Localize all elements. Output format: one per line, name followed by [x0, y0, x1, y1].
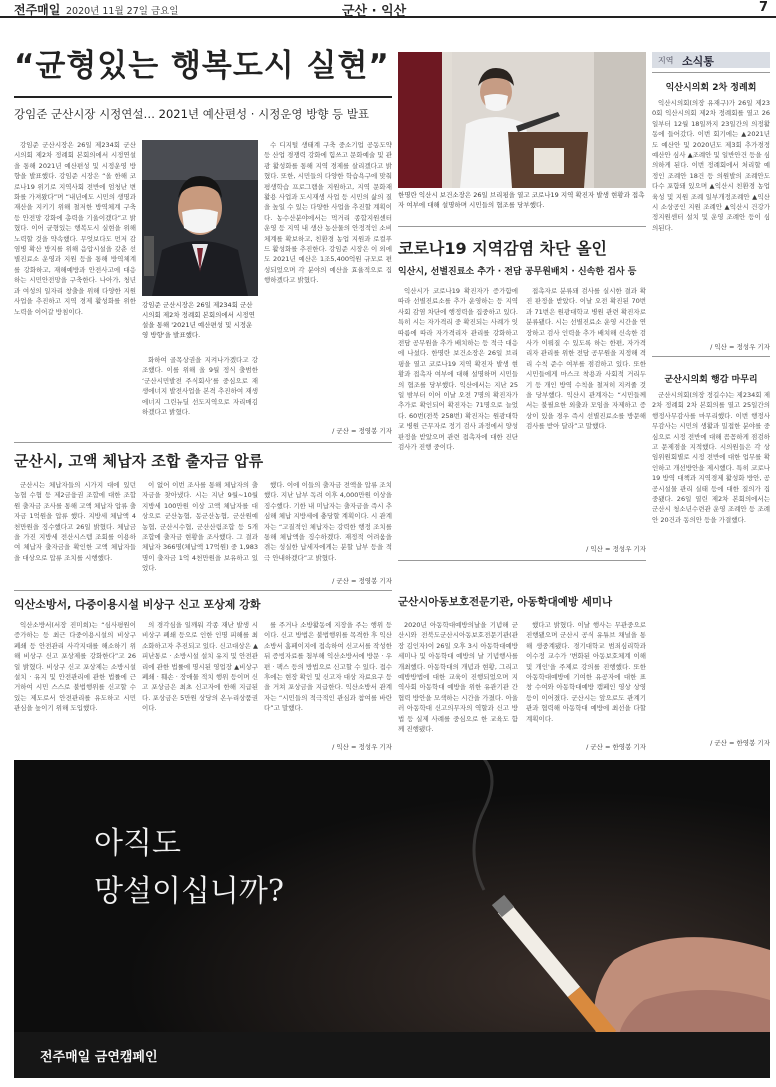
headline-rule — [14, 96, 392, 98]
tax-column-3 — [264, 480, 392, 574]
lead-text-2: 수 디지털 생태계 구축 중소기업 공동도약 등 산업 경쟁력 강화에 힘쓰고 문화예술 및 관광 활성화를 통해 지역 경제를 살리겠다고 밝혔다. 또한, 시민들의 다양한 학습욕구에 맞춰 평생학습 프로그램을 지원하고, 지역 문화재 활용 사업과 도시재생 사업 등 시민의 삶의 질을 높일 수 있는 다양한 사업을 추진할 계획이다. 농수산분야에서는 먹거리 종합지원센터 운영 등 지역 내 생산 농산물의 안정적인 소비체계를 확보하고, 친환경 농업 지원과 로컬푸드 활성화를 추진한다. 강임준 시장은 이 외에도 2021년 예산은 1조5,400억원 규모로 편성되었으며 각 분야의 예산을 효율적으로 집행하겠다고 밝혔다. — [264, 141, 392, 285]
fire-column-3 — [264, 620, 392, 738]
sidebar-item1-text: 익산시의회(의장 유재구)가 26일 제230회 익산시의회 제2차 정례회를 열고 26일부터 12월 18일까지 23일간의 의정활동에 들어갔다. 이번 회기에는 ▲2021년도 예산안 및 2020년도 제3회 추가경정예산안 심사 ▲조례안 및 일반안건 등을 심의하게 된다. 이번 정례회에서 처리할 예정인 조례안 18건 등 의원발의 조례안도 다수 포함돼 있으며 ▲익산시 친환경 농업 육성 및 지원 조례 일부개정조례안 ▲익산시 소상공인 지원 조례안 ▲익산시 건강가정지원센터 설치 및 운영 조례안 등이 심의된다. — [652, 99, 770, 232]
child-byline: / 군산 = 한영봉 기자 — [586, 743, 646, 751]
tax-text-2: 이 없어 이번 조사를 통해 체납자의 출자금을 찾아냈다. 시는 지난 9월~10월 지방세 100만원 이상 고액 체납자를 대상으로 군산농협, 동군산농협, 군산원예농협, 군산시수협, 군산산림조합 등 5개 조합에 출자금 현황을 조사했다. 그 결과 체납자 366명(체납액 17억원) 중 1,983명이 출자금 1억 4천만원을 보유하고 있었다. — [142, 481, 258, 573]
tax-column-2 — [142, 480, 258, 584]
covid-column-1 — [398, 286, 518, 554]
section-name: 군산 · 익산 — [342, 4, 407, 19]
lead-column-3 — [264, 140, 392, 422]
divider-1 — [14, 442, 392, 443]
sidebar-label-big: 소식통 — [682, 55, 714, 68]
briefing-photo — [398, 52, 646, 188]
tax-column-1 — [14, 480, 136, 584]
sidebar-item2-body — [652, 390, 770, 734]
tax-text-3: 했다. 이에 이들의 출자금 전액을 압류 조치했다. 지난 납부 독려 이후 4,000만원 이상을 징수했다. 기한 내 미납자는 출자금을 즉시 추심해 체납 지방세에 충당할 계획이다. 시 관계자는 “고질적인 체납자는 강력한 행정 조치를 통해 체납액을 징수하겠다. 재정적 어려움을 겪는 성실한 납세자에게는 분할 납부 등을 적극 안내하겠다”고 밝혔다. — [264, 481, 392, 562]
no-smoking-ad — [14, 760, 770, 1078]
lead-headline: “균형있는 행복도시 실현” — [14, 48, 390, 84]
fire-headline: 익산소방서, 다중이용시설 비상구 신고 포상제 강화 — [14, 598, 261, 611]
sidebar-rule — [652, 72, 770, 73]
lead-text-cont: 화하여 골목상권을 지켜나가겠다고 강조했다. 이를 위해 올 9월 정식 출범한 ‘군산시민발전 주식회사’를 중심으로 재생에너지 발전사업을 본격 추진하여 재생에너지 그린뉴딜 선도지역으로 자리매김하겠다고 밝혔다. — [142, 356, 258, 417]
sidebar-rule-2 — [652, 356, 770, 357]
fire-byline: / 익산 = 정성우 기자 — [332, 743, 392, 751]
covid-text-1: 익산시가 코로나19 확진자가 증가함에 따라 선별진료소를 추가 운영하는 등 지역사회 감염 차단에 행정력을 집중하고 있다. 특히 시는 자가격리 중 확진되는 사례가 잇따름에 따라 자가격리자 관리를 강화하고 전담 공무원을 추가 배치하는 등 적극 대응에 나섰다. 한명란 보건소장은 26일 브리핑을 열고 코로나19 지역 확진자 발생 현황과 접촉자 여부에 대해 설명하며 시민들의 협조를 당부했다. 익산에서는 지난 25일 밤부터 이어 이날 오전 7명의 확진자가 추가로 확인되어 확진자는 71명으로 늘었다. 60번(전북 258번) 확진자는 원광대학교 병원 근무자로 정기 검사 과정에서 양성 판정을 받았으며 관련 접촉자에 대한 진단검사가 진행 중이다. — [398, 287, 518, 452]
ad-banner — [14, 1032, 770, 1078]
fire-text-1: 익산소방서(서장 진미희)는 “심사평원이 증가하는 등 최근 다중이용시설의 비상구 폐쇄 등 안전관리 사각지대를 해소하기 위해 비상구 신고 포상제를 강화한다”고 26일 밝혔다. 비상구 신고 포상제는 소방시설 설치 · 유지 및 안전관리에 관한 법률에 근거하여 시민 스스로 불법행위를 신고할 수 있는 제도로서 안전관리를 유도하고 시민 관심을 높이기 위해 도입했다. — [14, 621, 136, 713]
tax-text-1: 군산시는 체납자들의 시가지 대에 있던 농협 수협 등 제2금융권 조합에 대한 조합원 출자금 조사를 통해 고액 체납자 압류 출자금 1억원을 압류 했다. 지방세 체납액 4천만원을 징수했다고 26일 밝혔다. 체납금을 가진 지방세 전산시스템 조회를 이용하여 체납자 출자금을 확인한 고액 체납자들을 대상으로 압류 조치를 시행했다. — [14, 481, 136, 562]
covid-column-2 — [526, 286, 646, 538]
child-headline: 군산시아동보호전문기관, 아동학대예방 세미나 — [398, 596, 613, 608]
cigarette-hand-image — [14, 760, 770, 1078]
tax-headline: 군산시, 고액 체납자 조합 출자금 압류 — [14, 452, 264, 470]
divider-2 — [14, 590, 392, 591]
fire-column-1 — [14, 620, 136, 750]
covid-headline: 코로나19 지역감염 차단 올인 — [398, 239, 607, 258]
sidebar-item1-body — [652, 98, 770, 338]
ad-line-2: 망설이십니까? — [94, 874, 284, 909]
sidebar-item2-byline: / 군산 = 한영봉 기자 — [710, 739, 770, 747]
ad-banner-text: 전주매일 금연캠페인 — [40, 1050, 158, 1065]
ad-line-1: 아직도 — [94, 826, 181, 861]
tax-byline: / 군산 = 정영봉 기자 — [332, 577, 392, 585]
sidebar-label-small: 지역 — [658, 56, 674, 65]
sidebar-item2-text: 군산시의회(의장 정길수)는 제234회 제2차 정례회 2차 본회의를 열고 25일간의 행정사무감사를 마무리했다. 이번 행정사무감사는 시민의 생활과 밀접한 분야를 중심으로 시정 전반에 대해 꼼꼼하게 점검하고 문제점을 지적했다. 시의원들은 각 상임위원회별로 시정 전반에 대한 업무를 확인하고 개선방안을 제시했다. 특히 코로나19 방역 대책과 지역경제 활성화 방안, 공공시설물 관리 실태 등에 대한 질의가 집중됐다. 26일 열린 제2차 본회의에서는 군산시 청소년수련관 운영 조례안 등 조례안 20건과 동의안 등을 가결했다. — [652, 391, 770, 524]
sidebar-item1-byline: / 익산 = 정성우 기자 — [710, 343, 770, 351]
mayor-photo-caption: 강임준 군산시장은 26일 제234회 군산시의회 제2차 정례회 본회의에서 시정연설을 통해 '2021년 예산편성 및 시정운영 방향'을 발표했다. — [142, 301, 255, 339]
page-header — [0, 0, 776, 18]
divider-covid-top — [398, 226, 646, 227]
issue-date: 2020년 11월 27일 금요일 — [66, 6, 179, 17]
sidebar-item2-title: 군산시의회 행감 마무리 — [664, 375, 758, 385]
lead-subhead: 강임준 군산시장 시정연설… 2021년 예산편성 · 시정운영 방향 등 발표 — [14, 107, 370, 121]
briefing-image — [398, 52, 646, 188]
lead-column-2-cont — [142, 355, 258, 440]
fire-text-2: 의 경각심을 일깨워 각종 재난 발생 시 비상구 폐쇄 등으로 인한 인명 피해를 최소화하고자 추진되고 있다. 신고대상은 ▲피난통로 · 소방시설 설치 유지 및 안전관리에 관한 법률에 명시된 영업장 ▲비상구 폐쇄 · 훼손 · 장애물 적치 행위 등이며 신고 포상금은 최초 신고자에 한해 지급된다. 포상금은 5만원 상당의 온누리상품권이다. — [142, 621, 258, 713]
ad-message — [94, 820, 284, 916]
covid-text-2: 접촉자로 분류돼 검사를 실시한 결과 확진 판정을 받았다. 이날 오전 확진된 70번과 71번은 원광대학교 병원 관련 확진자로 분류됐다. 시는 선별진료소 운영 시간을 연장하고 검사 인력을 추가 배치해 신속한 검사가 이뤄질 수 있도록 하는 한편, 자가격리자 관리를 위한 전담 공무원을 지정해 격리 수칙 준수 여부를 점검하고 있다. 또한 시민들에게 마스크 착용과 사회적 거리두기 등 개인 방역 수칙을 철저히 지켜줄 것을 당부했다. 익산시 관계자는 “시민들께서는 불필요한 외출과 모임을 자제하고 증상이 있을 경우 즉시 선별진료소를 방문해 검사를 받아 달라”고 말했다. — [526, 287, 646, 431]
newspaper-name: 전주매일 — [14, 3, 61, 17]
fire-column-2 — [142, 620, 258, 750]
briefing-photo-caption: 한명란 익산시 보건소장은 26일 브리핑을 열고 코로나19 지역 확진자 발생 현황과 접촉자 여부에 대해 설명하며 시민들의 협조를 당부했다. — [398, 191, 645, 209]
mayor-portrait-image — [142, 140, 258, 296]
covid-byline: / 익산 = 정성우 기자 — [586, 545, 646, 553]
sidebar-header — [652, 52, 770, 68]
child-column-1 — [398, 620, 518, 750]
lead-column-1 — [14, 140, 136, 440]
page-number: 7 — [758, 0, 768, 15]
child-text-2: 했다고 밝혔다. 이날 행사는 무관중으로 진행됐으며 군산시 공식 유튜브 채널을 통해 생중계됐다. 경기대학교 범죄심리학과 이수정 교수가 '변화된 아동보호체계 이해 및 개인'을 주제로 강의를 진행했다. 또한 아동학대예방에 기여한 유공자에 대한 표창 수여와 아동학대예방 캠페인 영상 상영 등이 이어졌다. 군산시는 앞으로도 관계기관과 협력해 아동학대 예방에 최선을 다할 계획이다. — [526, 621, 646, 723]
lead-byline: / 군산 = 정영봉 기자 — [332, 427, 392, 435]
divider-child-top — [398, 560, 646, 561]
lead-text-1: 강임준 군산시장은 26일 제234회 군산시의회 제2차 정례회 본회의에서 시정연설을 통해 2021년 예산편성 및 시정운영 방향을 발표했다. 강임준 시장은 “올 한해 코로나19 위기로 지역사회 전반에 엄청난 변화를 가져왔다”며 “내년에도 시민의 생명과 재산을 지키기 위해 철저한 방역체계 구축 등 안전망 강화에 총력을 기울이겠다”고 밝혔다. 이어 균형있는 행복도시 실현을 위해 노력할 것을 약속했다. 무엇보다도 먼저 감염병 확산 방지를 위해 음압시설을 갖춘 선별진료소 운영과 지원 등을 통해 방역체계를 강화하고, 재해예방과 안전사고에 대응하는 시민안전망을 구축한다. 나아가, 청년과 여성의 일자리 창출을 위해 다양한 지원 사업을 추진하고 지역 경제 활성화를 위한 노력을 이어갈 방침이다. — [14, 141, 136, 316]
fire-text-3: 를 주거나 소방활동에 지장을 주는 행위 등이다. 신고 방법은 불법행위를 목격한 후 익산소방서 홈페이지에 접속하여 신고서를 작성한 뒤 증빙자료를 첨부해 익산소방서에 방문 · 우편 · 팩스 등의 방법으로 신고할 수 있다. 접수 후에는 현장 확인 및 신고자 대상 자료요구 등을 거쳐 포상금을 지급한다. 익산소방서 관계자는 “시민들의 적극적인 관심과 참여를 바란다”고 말했다. — [264, 621, 392, 713]
sidebar-item1-title: 익산시의회 2차 정례회 — [665, 83, 757, 93]
child-column-2 — [526, 620, 646, 738]
mayor-photo — [142, 140, 258, 296]
child-text-1: 2020년 아동학대예방의날을 기념해 군산시와 전북도군산시아동보호전문기관(관장 김인자)이 26일 오후 3시 아동학대예방 세미나 및 아동학대 예방의 날 기념행사를 개최했다. 아동학대의 개념과 현황, 그리고 예방방법에 대한 교육이 진행되었으며 지역사회 아동학대 예방을 위한 유관기관 간 협력 방안을 모색하는 시간을 가졌다. 아울러 아동학대 신고의무자의 역할과 신고 방법 등 실제 사례를 중심으로 한 교육도 함께 진행됐다. — [398, 621, 518, 734]
covid-subhead: 익산시, 선별진료소 추가 · 전담 공무원배치 · 신속한 검사 등 — [398, 267, 637, 277]
